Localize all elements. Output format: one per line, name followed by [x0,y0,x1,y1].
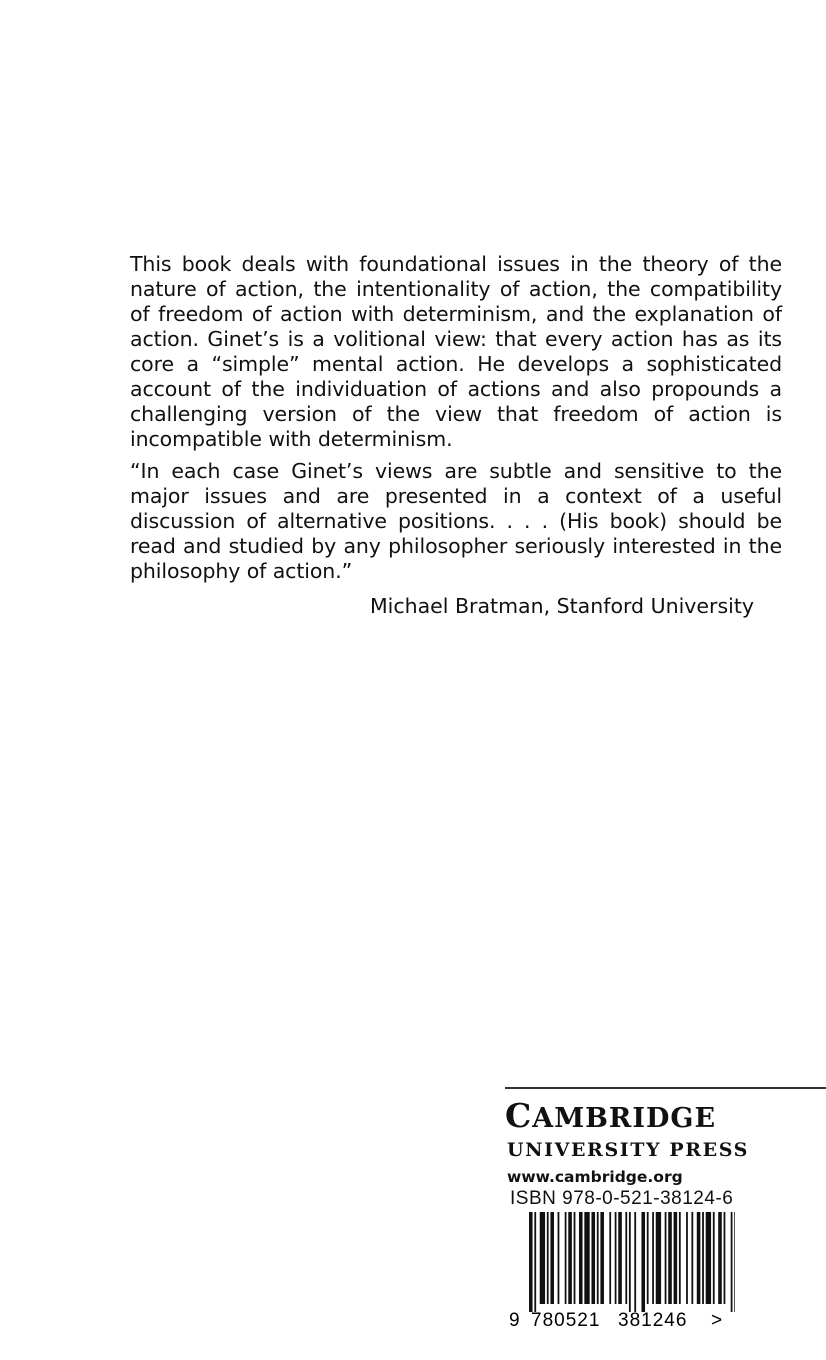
barcode-bar [584,1212,589,1304]
review-quote [130,459,782,584]
barcode-bar [615,1212,617,1304]
barcode-bar [625,1212,627,1304]
barcode-bar [706,1212,711,1304]
isbn-label: ISBN 978-0-521-38124-6 [510,1188,734,1209]
barcode-bar [731,1212,733,1312]
review-quote-text: “In each case Ginet’s views are subtle and sensitive to the major issues and are presented in a context of a useful discussion of alternative positions. . . . (His book) should be read and studied by any philosopher seriously interested in the philosophy of action.” [130,459,782,583]
barcode-bar [674,1212,678,1304]
barcode-arrow: > [711,1310,723,1330]
barcode-bar [697,1212,701,1304]
barcode-bar [579,1212,583,1304]
barcode-bar [609,1212,611,1304]
barcode-bar [534,1212,536,1312]
publisher-subtitle: UNIVERSITY PRESS [507,1139,749,1161]
barcode-bar [565,1212,567,1304]
barcode-bar [574,1212,576,1304]
barcode-bar [691,1212,693,1304]
barcode-bar [668,1212,672,1304]
barcode-bar [568,1212,572,1304]
barcode-bar [713,1212,715,1304]
brand-initial: C [505,1096,533,1135]
barcode-bar [558,1212,560,1304]
barcode-bar [652,1212,654,1304]
barcode-bar [647,1212,649,1304]
barcode-bar [529,1212,533,1312]
publisher-logo [505,1097,805,1138]
barcode-bar [629,1212,631,1312]
barcode-bar [718,1212,722,1304]
barcode-group-1: 780521 [531,1310,601,1330]
publisher-imprint [505,1097,805,1186]
barcode-bar [724,1212,726,1304]
barcode-bar [547,1212,549,1304]
barcode-bar [686,1212,688,1304]
review-attribution: Michael Bratman, Stanford University [369,594,754,618]
barcode-bar [540,1212,545,1304]
barcode-bar [597,1212,599,1304]
publisher-website: www.cambridge.org [507,1168,683,1186]
barcode-bar [634,1212,636,1312]
barcode-bar [656,1212,661,1304]
barcode-first-digit: 9 [509,1310,520,1330]
barcode-bar [665,1212,667,1304]
barcode-group-2: 381246 [618,1310,688,1330]
barcode-bar [641,1212,645,1312]
barcode-bar [591,1212,595,1304]
barcode-bar [679,1212,681,1304]
barcode-bar [734,1212,735,1312]
barcode-bars [529,1212,735,1312]
barcode-bar [702,1212,704,1304]
barcode-bar [618,1212,622,1304]
brand-rest: AMBRIDGE [532,1103,717,1134]
divider [505,1087,826,1089]
description [130,252,782,462]
barcode-bar [600,1212,604,1304]
barcode [505,1210,735,1330]
description-paragraph: This book deals with foundational issues in the theory of the nature of action, the intentionality of action, the compatibility of freedom of action with determinism, and the explanation of action. Ginet’s is a volitional view: that every action has as its core a “simple” mental action. He develops a sophisticated account of the individuation of actions and also propounds a challenging version of the view that freedom of action is incompatible with determinism. [130,252,782,451]
barcode-bar [550,1212,554,1304]
